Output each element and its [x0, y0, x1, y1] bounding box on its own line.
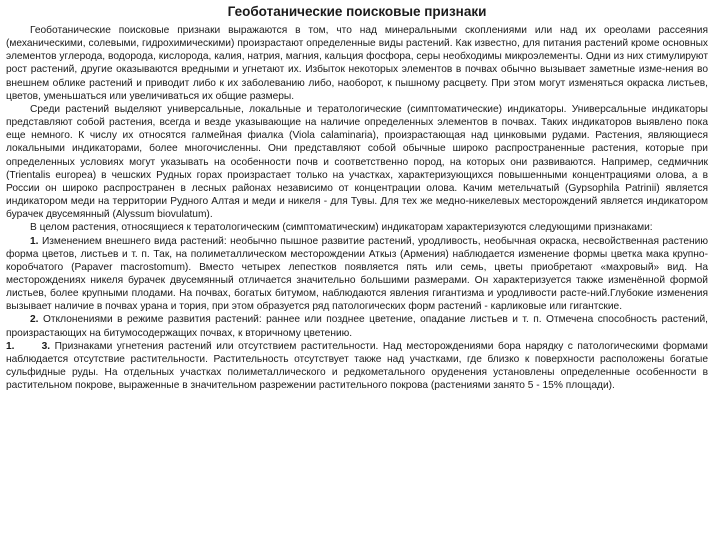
document-body [6, 24, 708, 392]
list-item-text: Признаками угнетения растений или отсутствием растительности. Над месторождениями бора нарядку с патологическими формами наблюдается отсутствие растительности. Растительность отсутствует также над участками, где близко к поверхности расположены богатые сульфидные руды. На отдельных участках полиметаллического и редкометального оруденения установлены определенные особенности в растительном покрове, выраженные в значительном разрежении растительного покрова (растениями занято 5 - 15% площади). [6, 340, 708, 392]
paragraph-indicators: Среди растений выделяют универсальные, локальные и тератологические (симптоматические) индикаторы. Универсальные индикаторы представляют собой растения, всегда и везде указывающие на наличие определенных элементов в почвах. Таких индикаторов выявлено пока еще немного. К числу их относятся галмейная фиалка (Viola calaminaria), произрастающая над цинковыми рудами. Растения, являющиеся локальными индикаторами, более многочисленны. Они представляют собой обычные широко распространенные растения, которые при определенных условиях могут указывать на особенности почв и соответственно пород, на которых они развиваются. Например, седмичник (Trientalis europea) в чешских Рудных горах произрастает только на участках, характеризующихся повышенными концентрациями олова, а в России он широко распространен в лесных районах независимо от концентрации олова. Качим метельчатый (Gypsophila Patrinii) является индикатором меди на территории Рудного Алтая и меди и никеля - для Тувы. Для тех же медно-никелевых месторождений является индикатором бурачек двусемянный (Alyssum biovulatum). [6, 103, 708, 221]
list-item-1 [6, 235, 708, 314]
paragraph-intro: Геоботанические поисковые признаки выражаются в том, что над минеральными скоплениями или над их ореолами рассеяния (механическими, солевыми, гидрохимическими) произрастают определенные виды растений. Как известно, для питания растений кроме основных элементов углерода, водорода, кислорода, калия, натрия, магния, кальция фосфора, серы необходимы микроэлементы. Одни из них стимулируют рост растений, другие оказываются вредными и угнетают их. Избыток некоторых элементов в почвах обычно вызывает заметные изме-нения во внешнем облике растений и приводит либо к их заболеванию либо, наоборот, к пышному расцвету. При этом могут изменяться окраска листьев, цветов, уменьшаться или увеличиваться их общие размеры. [6, 25, 708, 102]
page-title: Геоботанические поисковые признаки [227, 4, 487, 19]
list-item-text: Изменением внешнего вида растений: необычно пышное развитие растений, уродливость, необычная окраска, несвойственная растению форма цветов, листьев и т. п. Так, на полиметаллическом месторождении Аткыз (Армения) наблюдается изменение формы цветка мака крупно-коробчатого (Papaver macrostomum). Вместо четырех лепестков появляется пять или семь, цветы приобретают «махровый» вид. На месторождениях никеля бурачек двусемянный отличается значительно большими размерами. Он характеризуется также изменённой формой листьев, более крупными плодами. На почвах, богатых битумом, наблюдаются явления гигантизма и уродливости расте-ний.Глубокие изменения вызывает наличие в почвах урана и тория, при этом образуется ряд патологических форм растений - карликовые или гигантские. [6, 235, 708, 313]
list-item-number: 3. [41, 340, 51, 352]
list-item-number: 1. [30, 235, 39, 247]
list-item-text: Отклонениями в режиме развития растений: раннее или позднее цветение, опадание листьев и т. п. Отмечена способность растений, произрастающих на битумосодержащих почвах, к вторичному цветению. [6, 314, 708, 339]
paragraph-teratological: В целом растения, относящиеся к тератологическим (симптоматическим) индикаторам характеризуются следующими признаками: [30, 222, 653, 234]
list-item-prefix: 1. [6, 340, 15, 352]
list-item-number: 2. [30, 314, 39, 326]
list-item-2 [6, 313, 708, 339]
list-item-3 [6, 340, 708, 393]
